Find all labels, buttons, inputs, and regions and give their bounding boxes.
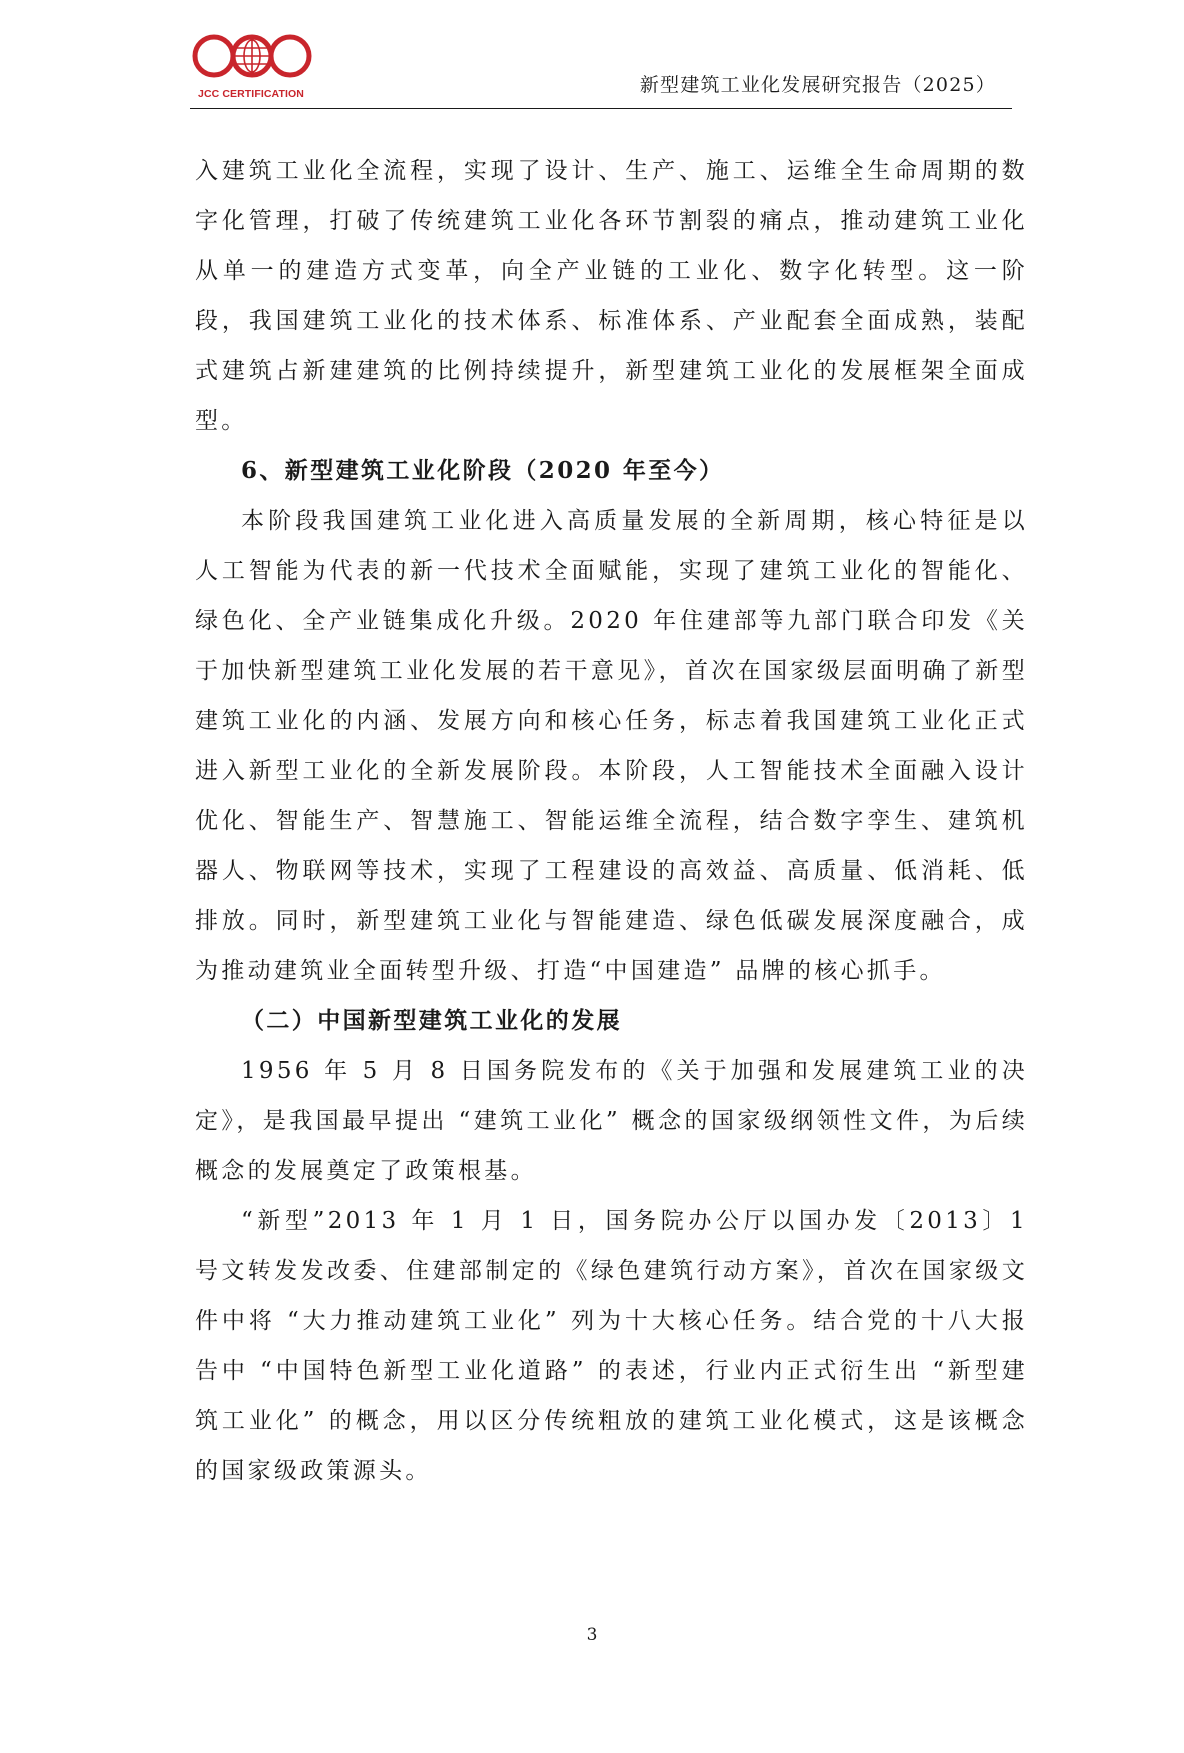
jcc-logo [190,32,314,102]
report-title: 新型建筑工业化发展研究报告（2025） [639,74,996,96]
paragraph-stage-6: 本阶段我国建筑工业化进入高质量发展的全新周期，核心特征是以人工智能为代表的新一代技术全面赋能，实现了建筑工业化的智能化、绿色化、全产业链集成化升级。2020 年住建部等九部门联合印发《关于加快新型建筑工业化发展的若干意见》，首次在国家级层面明确了新型建筑工业化的内涵、发展方向和核心任务，标志着我国建筑工业化正式进入新型工业化的全新发展阶段。本阶段，人工智能技术全面融入设计优化、智能生产、智慧施工、智能运维全流程，结合数字孪生、建筑机器人、物联网等技术，实现了工程建设的高效益、高质量、低消耗、低排放。同时，新型建筑工业化与智能建造、绿色低碳发展深度融合，成为推动建筑业全面转型升级、打造“中国建造” 品牌的核心抓手。 [195,508,1028,984]
page-header [190,32,1012,112]
header-divider [190,108,1012,109]
page-content [195,146,1028,1496]
heading-section-2: （二）中国新型建筑工业化的发展 [241,1007,622,1034]
paragraph-1956-decision: 1956 年 5 月 8 日国务院发布的《关于加强和发展建筑工业的决定》，是我国最早提出 “建筑工业化” 概念的国家级纲领性文件，为后续概念的发展奠定了政策根基。 [195,1058,1028,1184]
page-number: 3 [586,1625,598,1645]
paragraph-continuation: 入建筑工业化全流程，实现了设计、生产、施工、运维全生命周期的数字化管理，打破了传统建筑工业化各环节割裂的痛点，推动建筑工业化从单一的建造方式变革，向全产业链的工业化、数字化转型。这一阶段，我国建筑工业化的技术体系、标准体系、产业配套全面成熟，装配式建筑占新建建筑的比例持续提升，新型建筑工业化的发展框架全面成型。 [195,158,1028,434]
paragraph-2013-action-plan: “新型”2013 年 1 月 1 日，国务院办公厅以国办发〔2013〕1 号文转发发改委、住建部制定的《绿色建筑行动方案》，首次在国家级文件中将 “大力推动建筑工业化” 列为十大核心任务。结合党的十八大报告中 “中国特色新型工业化道路” 的表述，行业内正式衍生出 “新型建筑工业化” 的概念，用以区分传统粗放的建筑工业化模式，这是该概念的国家级政策源头。 [195,1208,1028,1484]
jcc-logo-rings-icon [190,32,314,88]
logo-text: JCC CERTIFICATION [198,88,304,100]
heading-stage-6: 6、新型建筑工业化阶段（2020 年至今） [241,457,725,484]
